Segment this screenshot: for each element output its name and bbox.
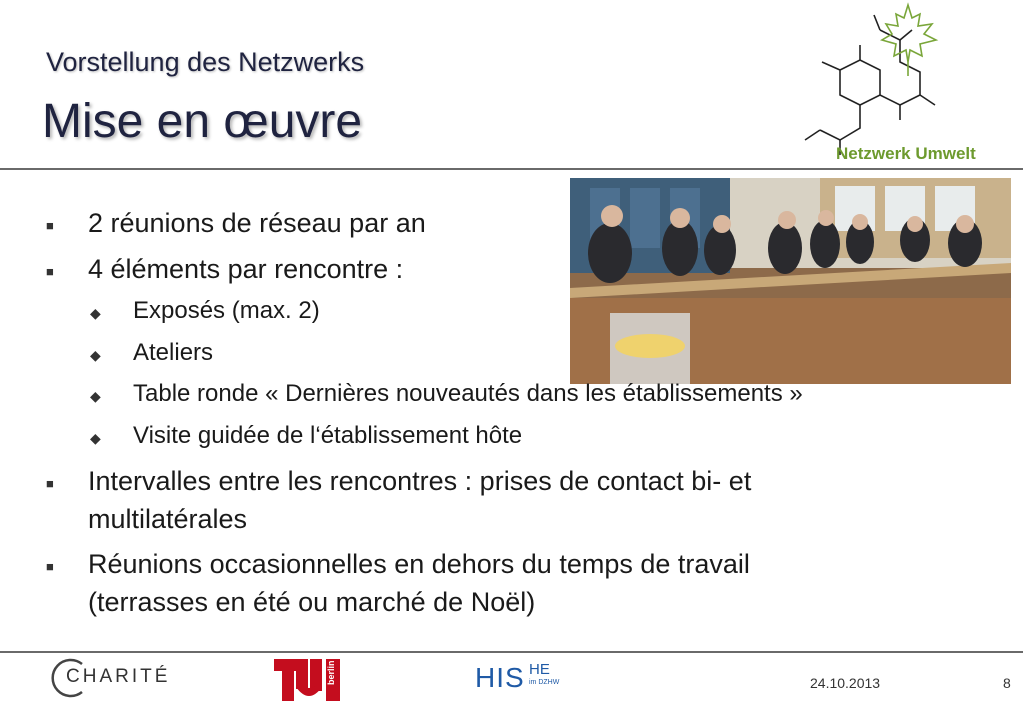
- his-he-logo: HIS HE im DZHW: [475, 661, 560, 693]
- slide-date: 24.10.2013: [810, 675, 881, 691]
- meeting-photo: [570, 178, 1011, 384]
- square-bullet-icon: ■: [46, 264, 54, 279]
- footer-divider: [0, 651, 1023, 653]
- slide-title: Mise en œuvre: [42, 95, 363, 148]
- header-divider: [0, 168, 1023, 170]
- square-bullet-icon: ■: [46, 559, 54, 574]
- slide-subtitle: Vorstellung des Netzwerks: [46, 47, 365, 77]
- diamond-bullet-icon: ◆: [90, 388, 101, 404]
- netzwerk-umwelt-label: Netzwerk Umwelt: [836, 144, 976, 163]
- square-bullet-icon: ■: [46, 218, 54, 233]
- tu-berlin-logo: berlin: [272, 657, 344, 703]
- diamond-bullet-icon: ◆: [90, 305, 101, 321]
- square-bullet-icon: ■: [46, 476, 54, 491]
- page-number: 8: [1003, 675, 1011, 691]
- diamond-bullet-icon: ◆: [90, 347, 101, 363]
- diamond-bullet-icon: ◆: [90, 430, 101, 446]
- charite-logo: CHARITÉ: [48, 656, 178, 700]
